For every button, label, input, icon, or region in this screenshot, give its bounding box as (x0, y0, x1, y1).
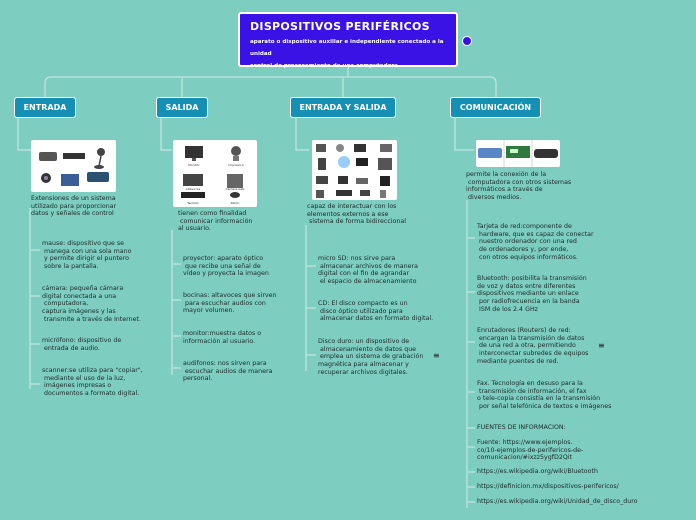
source-definicion[interactable]: https://definicion.mx/dispositivos-perifericos/ (477, 483, 619, 490)
caption-raton: Ratón (230, 201, 240, 205)
io-item-disco-duro: Disco duro: un dispositivo de almacenamiento de datos que emplea un sistema de grabación magnética para almacenar y recuperar archivos digitales. (318, 338, 424, 376)
source-wikipedia-disco-duro[interactable]: https://es.wikipedia.org/wiki/Unidad_de_disco_duro (477, 498, 638, 505)
entrada-salida-description: capaz de interactuar con los elementos externos a ese sistema de forma bidireccional (307, 203, 407, 226)
notes-icon-2[interactable]: ≡ (598, 341, 605, 350)
com-item-fax: Fax. Tecnología en desuso para la transmisión de información, el fax o tele-copia consistía en la transmisión por señal telefónica de textos e imágenes (477, 380, 612, 411)
category-entrada-y-salida[interactable]: ENTRADA Y SALIDA (290, 97, 396, 118)
root-title: DISPOSITIVOS PERIFÉRICOS (250, 20, 430, 33)
com-item-enrutadores: Enrutadores (Routers) de red: encargan la transmisión de datos de una red a otra, permitiendo interconectar subredes de equipos mediante puentes de red. (477, 327, 589, 365)
caption-monitor: Monitor (188, 163, 200, 167)
caption-impresora: Impresora (228, 163, 244, 167)
root-subtitle-line-1: aparato o dispositivo auxiliar e independiente conectado a la unidad (250, 39, 444, 57)
caption-camara-web: Cámara web (225, 187, 245, 191)
category-comunicacion[interactable]: COMUNICACIÓN (450, 97, 541, 118)
root-subtitle (250, 36, 446, 72)
source-ejemplos[interactable]: Fuente: https://www.ejemplos. co/10-ejemplos-de-perifericos-de- comunicacion/#ixzz5ygfD2Qit (477, 439, 584, 462)
input-devices-image (31, 140, 116, 192)
io-item-micro-sd: micro SD: nos sirve para almacenar archivos de manera digital con el fin de agrandar el espacio de almacenamiento (318, 255, 418, 286)
com-item-tarjeta-red: Tarjeta de red:componente de hardware, que es capaz de conectar nuestro ordenador con una red de ordenadores y, por ende, con otros equipos informáticos. (477, 223, 594, 261)
entrada-item-microfono: micrófono: dispositivo de entrada de audio. (42, 337, 122, 352)
entrada-item-scanner: scanner:se utiliza para "copiar", mediante el uso de la luz, imágenes impresas o documentos a formato digital. (42, 367, 143, 398)
link-icon[interactable] (462, 36, 472, 46)
com-item-bluetooth: Bluetooth: posibilita la transmisión de voz y datos entre diferentes dispositivos mediante un enlace por radiofrecuencia en la banda ISM de los 2.4 GHz (477, 275, 587, 313)
salida-item-monitor: monitor:muestra datos o información al usuario. (183, 330, 262, 345)
io-item-cd: CD: El disco compacto es un disco óptico utilizado para almacenar datos en formato digital. (318, 300, 434, 323)
salida-item-proyector: proyector: aparato óptico que recibe una señal de vídeo y proyecta la imagen (183, 255, 269, 278)
root-subtitle-line-2: central de procesamiento de una computadora. (250, 63, 401, 69)
salida-item-bocinas: bocinas: altavoces que sirven para escuchar audios con mayor volumen. (183, 292, 277, 315)
notes-icon[interactable]: ≡ (433, 351, 440, 360)
communication-devices-image (476, 140, 560, 167)
root-topic[interactable] (238, 12, 458, 67)
sources-title: FUENTES DE INFORMACION: (477, 424, 566, 431)
category-salida[interactable]: SALIDA (156, 97, 208, 118)
source-wikipedia-bluetooth[interactable]: https://es.wikipedia.org/wiki/Bluetooth (477, 468, 598, 475)
io-devices-image (312, 140, 397, 200)
caption-altavoces: Altavoces (185, 187, 201, 191)
category-entrada[interactable]: ENTRADA (14, 97, 76, 118)
entrada-description: Extensiones de un sistema utilizado para proporcionar datos y señales de control (31, 195, 117, 218)
salida-item-audifonos: audifonos: nos sirven para escuchar audios de manera personal. (183, 360, 273, 383)
comunicacion-description: permite la conexión de la computadora con otros sistemas informáticos a través de diversos medios. (466, 171, 572, 202)
output-devices-image (173, 140, 257, 207)
entrada-item-mouse: mause: dispositivo que se manega con una sola mano y permite dirigir el puntero sobre la pantalla. (42, 240, 132, 271)
entrada-item-camara: cámara: pequeña cámara digital conectada a una computadora, captura imágenes y las transmite a través de Internet. (42, 285, 141, 323)
salida-description: tienen como finalidad comunicar información al usuario. (178, 210, 253, 233)
caption-teclado: Teclado (187, 201, 199, 205)
